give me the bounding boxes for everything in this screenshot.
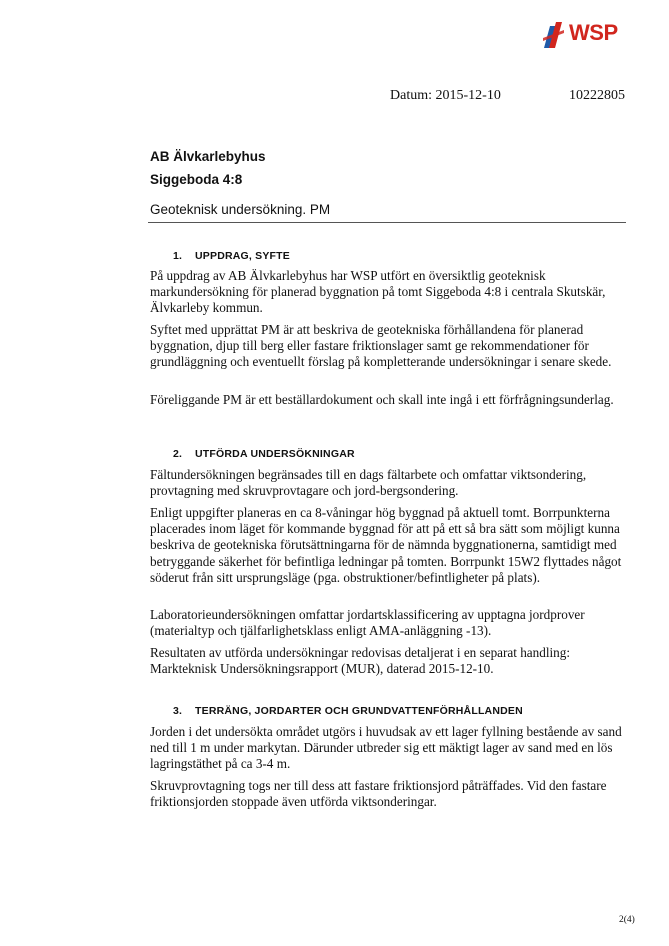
document-subject: Geoteknisk undersökning. PM [150, 202, 331, 217]
section-1-number: 1. [173, 250, 183, 262]
site-name: Siggeboda 4:8 [150, 172, 243, 187]
section-3-paragraph-1: Jorden i det undersökta området utgörs i huvudsak av ett lager fyllning bestående av sand ned till 1 m under markytan. Därunder utbreder sig ett mäktigt lager av sand med en lös lagringstäthet på ca 3-4 m. [150, 724, 622, 772]
title-divider [148, 222, 626, 223]
section-2-number: 2. [173, 448, 183, 460]
section-2-paragraph-3: Laboratorieundersökningen omfattar jordartsklassificering av upptagna jordprover (materialtyp och tjälfarlighetsklass enligt AMA-anläggning -13). [150, 607, 585, 639]
page-number: 2(4) [619, 915, 635, 925]
section-3-heading [173, 705, 523, 717]
section-1-title: UPPDRAG, SYFTE [195, 250, 290, 262]
section-1-paragraph-2: Syftet med upprättat PM är att beskriva de geotekniska förhållandena för planerad byggnation, djup till berg eller fastare friktionslager samt ge rekommendationer för grundläggning och eventuellt förslag på kompletterande undersökningar i senare skede. [150, 322, 612, 370]
wsp-logo-text: WSP [569, 20, 618, 45]
section-1-heading [173, 250, 290, 262]
section-2-paragraph-4: Resultaten av utförda undersökningar redovisas detaljerat i en separat handling: Markteknisk Undersökningsrapport (MUR), daterad 2015-12-10. [150, 645, 571, 677]
section-3-title: TERRÄNG, JORDARTER OCH GRUNDVATTENFÖRHÅLLANDEN [195, 705, 523, 717]
document-date: Datum: 2015-12-10 [390, 88, 501, 103]
document-reference-number: 10222805 [569, 88, 625, 103]
section-2-paragraph-1: Fältundersökningen begränsades till en dags fältarbete och omfattar viktsondering, provtagning med skruvprovtagare och jord-bergsondering. [150, 467, 587, 499]
section-1-paragraph-1: På uppdrag av AB Älvkarlebyhus har WSP utfört en översiktlig geoteknisk markundersökning för planerad byggnation på tomt Siggeboda 4:8 i centrala Skutskär, Älvkarleby kommun. [150, 268, 606, 316]
client-name: AB Älvkarlebyhus [150, 149, 266, 164]
section-2-heading [173, 448, 355, 460]
section-3-number: 3. [173, 705, 183, 717]
section-1-paragraph-3: Föreliggande PM är ett beställardokument och skall inte ingå i ett förfrågningsunderlag. [150, 392, 614, 407]
section-3-paragraph-2: Skruvprovtagning togs ner till dess att fastare friktionsjord påträffades. Vid den fastare friktionsjorden stoppade även utförda viktsonderingar. [150, 778, 607, 810]
section-2-paragraph-2: Enligt uppgifter planeras en ca 8-våningar hög byggnad på aktuell tomt. Borrpunkterna placerades inom läget för kommande byggnad för att på ett så bra sätt som möjligt kunna beskriva de geotekniska förutsättningarna för de nämnda byggnationerna, samtidigt med betryggande säkerhet för befintliga ledningar på tomten. Borrpunkt 15W2 flyttades något söderut från sitt ursprungsläge (pga. obstruktioner/befintligheter på plats). [150, 505, 622, 585]
section-2-title: UTFÖRDA UNDERSÖKNINGAR [195, 448, 355, 460]
